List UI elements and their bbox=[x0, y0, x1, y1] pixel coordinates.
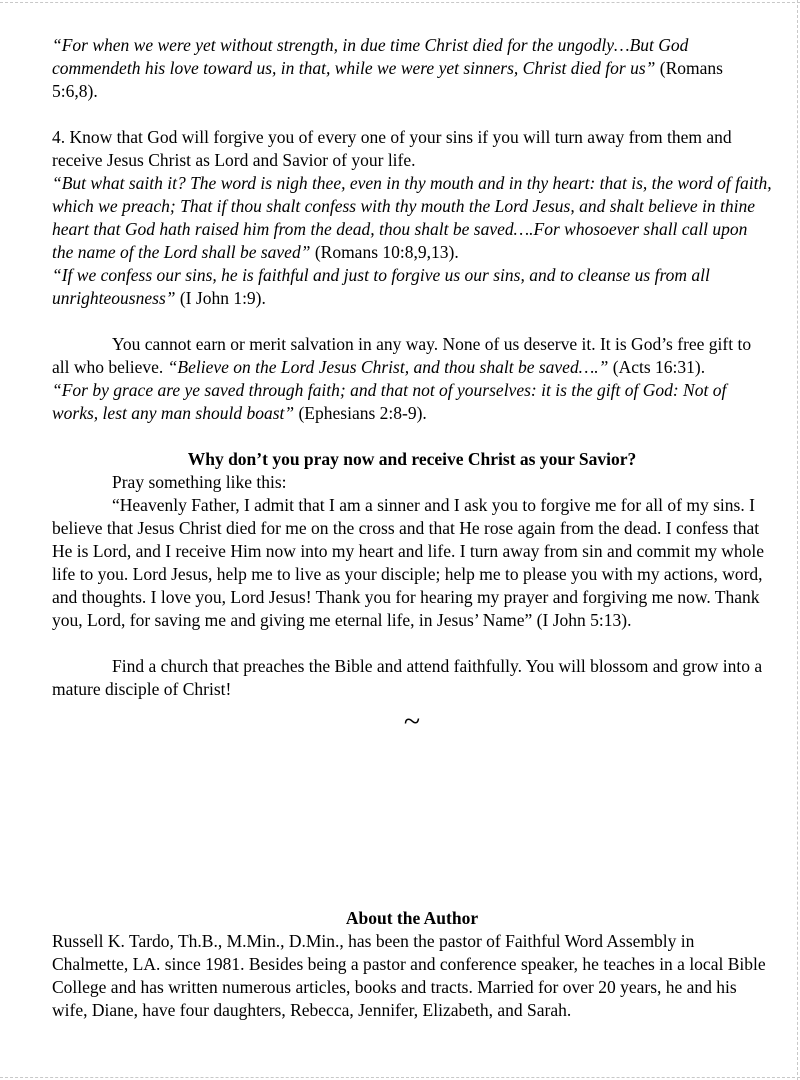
ephesians-paragraph bbox=[52, 379, 772, 425]
acts-quote: “Believe on the Lord Jesus Christ, and thou shalt be saved….” bbox=[167, 357, 609, 377]
page-right-border bbox=[797, 0, 798, 1080]
spacer bbox=[52, 103, 772, 126]
page-bottom-border bbox=[0, 1077, 800, 1078]
romans-5-paragraph bbox=[52, 34, 772, 103]
john-1-9-quote: “If we confess our sins, he is faithful and just to forgive us our sins, and to cleanse us from all unrighteousness” bbox=[52, 265, 710, 308]
prayer-text: “Heavenly Father, I admit that I am a sinner and I ask you to forgive me for all of my sins. I believe that Jesus Christ died for me on the cross and that He rose again from the dead. I confess that He is Lord, and I receive Him now into my heart and life. I turn away from sin and commit my whole life to you. Lord Jesus, help me to live as your disciple; help me to please you with my actions, word, and thoughts. I love you, Lord Jesus! Thank you for hearing my prayer and forgiving me now. Thank you, Lord, for saving me and giving me eternal life, in Jesus’ Name” (I John 5:13). bbox=[52, 495, 764, 630]
romans-5-quote: “For when we were yet without strength, in due time Christ died for the ungodly…But God commendeth his love toward us, in that, while we were yet sinners, Christ died for us” bbox=[52, 35, 689, 78]
salvation-paragraph bbox=[52, 333, 772, 379]
spacer bbox=[52, 310, 772, 333]
john-1-9-reference: (I John 1:9). bbox=[175, 288, 266, 308]
prayer-heading: Why don’t you pray now and receive Christ as your Savior? bbox=[187, 449, 637, 469]
ephesians-quote: “For by grace are ye saved through faith; and that not of yourselves: it is the gift of God: Not of works, lest any man should boast” bbox=[52, 380, 727, 423]
about-author-section bbox=[52, 907, 772, 1022]
church-paragraph: Find a church that preaches the Bible and attend faithfully. You will blossom and grow into a mature disciple of Christ! bbox=[52, 656, 763, 699]
john-1-9-paragraph bbox=[52, 264, 772, 310]
spacer bbox=[52, 632, 772, 655]
tilde-separator: ~ bbox=[403, 705, 421, 738]
salvation-text: You cannot earn or merit salvation in any way. None of us deserve it. It is God’s free gift to all who believe. bbox=[52, 334, 752, 377]
document-page bbox=[52, 34, 772, 737]
spacer bbox=[52, 425, 772, 448]
point-4-text: 4. Know that God will forgive you of every one of your sins if you will turn away from them and receive Jesus Christ as Lord and Savior of your life. bbox=[52, 127, 732, 170]
about-author-heading: About the Author bbox=[345, 908, 479, 928]
about-author-bio: Russell K. Tardo, Th.B., M.Min., D.Min., has been the pastor of Faithful Word Assembly in Chalmette, LA. since 1981. Besides being a pastor and conference speaker, he teaches in a local Bible College and has written numerous articles, books and tracts. Married for over 20 years, he and his wife, Diane, have four daughters, Rebecca, Jennifer, Elizabeth, and Sarah. bbox=[52, 931, 766, 1020]
romans-10-paragraph bbox=[52, 172, 772, 264]
romans-10-reference: (Romans 10:8,9,13). bbox=[310, 242, 459, 262]
ephesians-reference: (Ephesians 2:8-9). bbox=[294, 403, 427, 423]
romans-5-reference: (Romans 5:6,8). bbox=[52, 58, 723, 101]
romans-10-quote: “But what saith it? The word is nigh thee, even in thy mouth and in thy heart: that is, the word of faith, which we preach; That if thou shalt confess with thy mouth the Lord Jesus, and shalt believe in thine heart that God hath raised him from the dead, thou shalt be saved….For whosoever shall call upon the name of the Lord shall be saved” bbox=[52, 173, 772, 262]
prayer-intro: Pray something like this: bbox=[112, 472, 287, 492]
acts-reference: (Acts 16:31). bbox=[608, 357, 706, 377]
page-top-border bbox=[0, 2, 800, 3]
